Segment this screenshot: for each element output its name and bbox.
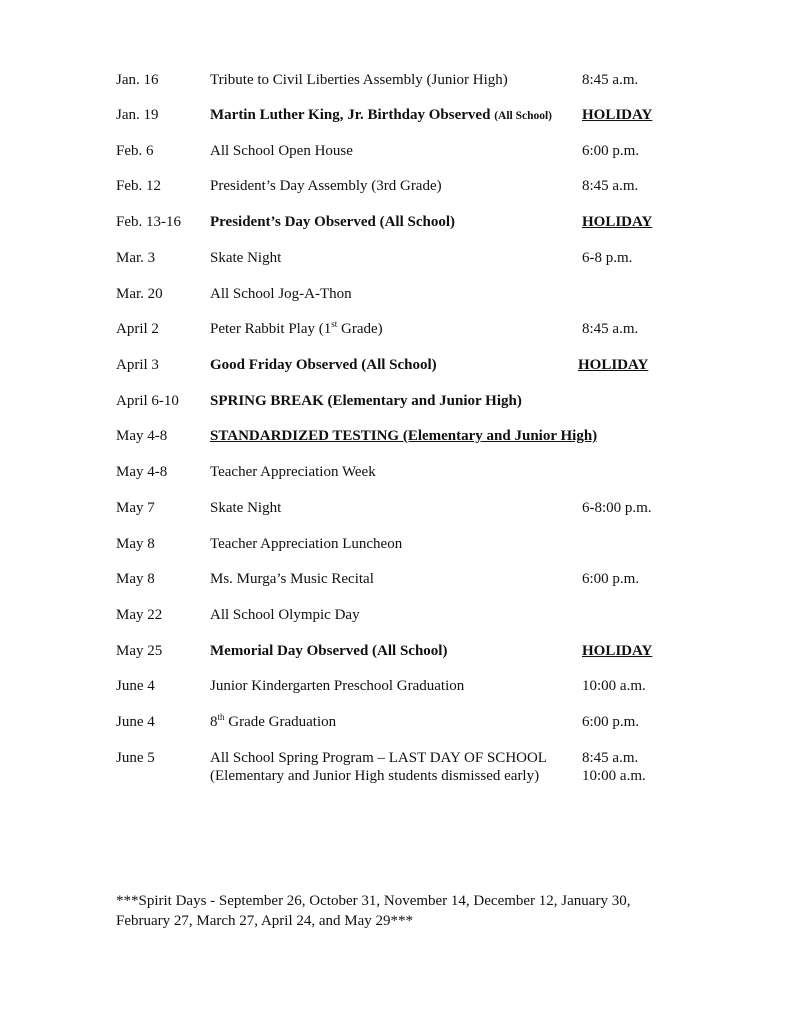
- event-title: Tribute to Civil Liberties Assembly (Junior High): [210, 72, 508, 88]
- event-title-main: Martin Luther King, Jr. Birthday Observed: [210, 107, 491, 123]
- event-date: May 8: [116, 571, 155, 587]
- event-row: [0, 355, 791, 375]
- event-title: [210, 319, 383, 339]
- event-date: Feb. 12: [116, 178, 161, 194]
- event-title-text: Grade Graduation: [224, 714, 337, 730]
- event-row: [0, 105, 791, 125]
- ordinal-suffix: st: [331, 319, 338, 329]
- event-row: [0, 141, 791, 161]
- event-title: STANDARDIZED TESTING (Elementary and Junior High): [210, 428, 598, 444]
- event-title: President’s Day Observed (All School): [210, 214, 455, 230]
- event-title: President’s Day Assembly (3rd Grade): [210, 178, 442, 194]
- event-title-text: Grade): [337, 321, 383, 337]
- event-note: (Elementary and Junior High students dismissed early): [210, 768, 540, 784]
- event-row: [0, 284, 791, 304]
- event-time: 10:00 a.m.: [582, 678, 646, 694]
- event-title: Teacher Appreciation Luncheon: [210, 536, 403, 552]
- event-time: 6:00 p.m.: [582, 571, 640, 587]
- event-row: [0, 319, 791, 339]
- event-row: [0, 391, 791, 411]
- event-row: [0, 534, 791, 554]
- event-title: All School Open House: [210, 143, 353, 159]
- event-date: April 2: [116, 321, 159, 337]
- event-date: Mar. 20: [116, 286, 163, 302]
- event-row: [0, 176, 791, 196]
- event-title-text: 8: [210, 714, 218, 730]
- event-date: Jan. 19: [116, 107, 159, 123]
- holiday-label: HOLIDAY: [582, 643, 653, 659]
- event-title: Skate Night: [210, 500, 282, 516]
- event-row: [0, 212, 791, 232]
- event-row: [0, 676, 791, 696]
- event-time: 6:00 p.m.: [582, 714, 640, 730]
- spirit-days-note: ***Spirit Days - September 26, October 31, November 14, December 12, January 30, February 27, March 27, April 24, and May 29***: [116, 893, 631, 929]
- event-time-secondary: 10:00 a.m.: [582, 768, 646, 784]
- event-date: June 4: [116, 714, 155, 730]
- event-row: [0, 426, 791, 446]
- event-title: Junior Kindergarten Preschool Graduation: [210, 678, 465, 694]
- event-date: May 4-8: [116, 464, 168, 480]
- event-title: Skate Night: [210, 250, 282, 266]
- event-title: All School Spring Program – LAST DAY OF SCHOOL: [210, 750, 547, 766]
- event-title: SPRING BREAK (Elementary and Junior High): [210, 393, 522, 409]
- event-title: [210, 105, 552, 126]
- event-title: Ms. Murga’s Music Recital: [210, 571, 374, 587]
- event-time: 6-8:00 p.m.: [582, 500, 652, 516]
- event-title: Memorial Day Observed (All School): [210, 643, 448, 659]
- event-row: [0, 462, 791, 482]
- event-title: All School Jog-A-Thon: [210, 286, 352, 302]
- event-date: June 5: [116, 750, 155, 766]
- event-date: Jan. 16: [116, 72, 159, 88]
- event-title: All School Olympic Day: [210, 607, 360, 623]
- event-row: [0, 70, 791, 90]
- event-date: May 8: [116, 536, 155, 552]
- event-time: 8:45 a.m.: [582, 178, 639, 194]
- event-date: Feb. 6: [116, 143, 154, 159]
- event-row: [0, 748, 791, 788]
- event-title: [210, 712, 336, 732]
- holiday-label: HOLIDAY: [582, 214, 653, 230]
- event-row: [0, 641, 791, 661]
- event-time: 6-8 p.m.: [582, 250, 633, 266]
- event-date: May 22: [116, 607, 163, 623]
- event-date: Mar. 3: [116, 250, 156, 266]
- event-date: April 3: [116, 357, 159, 373]
- event-date: April 6-10: [116, 393, 179, 409]
- event-row: [0, 569, 791, 589]
- event-row: [0, 248, 791, 268]
- ordinal-suffix: th: [217, 712, 225, 722]
- event-row: [0, 712, 791, 732]
- event-date: June 4: [116, 678, 155, 694]
- event-row: [0, 498, 791, 518]
- event-title-suffix: (All School): [494, 110, 553, 122]
- event-time: 8:45 a.m.: [582, 72, 639, 88]
- event-time: 8:45 a.m.: [582, 750, 639, 766]
- event-date: May 7: [116, 500, 155, 516]
- holiday-label: HOLIDAY: [578, 357, 649, 373]
- event-time: 6:00 p.m.: [582, 143, 640, 159]
- holiday-label: HOLIDAY: [582, 107, 653, 123]
- event-time: 8:45 a.m.: [582, 321, 639, 337]
- event-title: Teacher Appreciation Week: [210, 464, 376, 480]
- event-date: May 25: [116, 643, 163, 659]
- event-date: Feb. 13-16: [116, 214, 181, 230]
- event-row: [0, 605, 791, 625]
- event-title: Good Friday Observed (All School): [210, 357, 437, 373]
- event-date: May 4-8: [116, 428, 168, 444]
- event-title-text: Peter Rabbit Play (1: [210, 321, 332, 337]
